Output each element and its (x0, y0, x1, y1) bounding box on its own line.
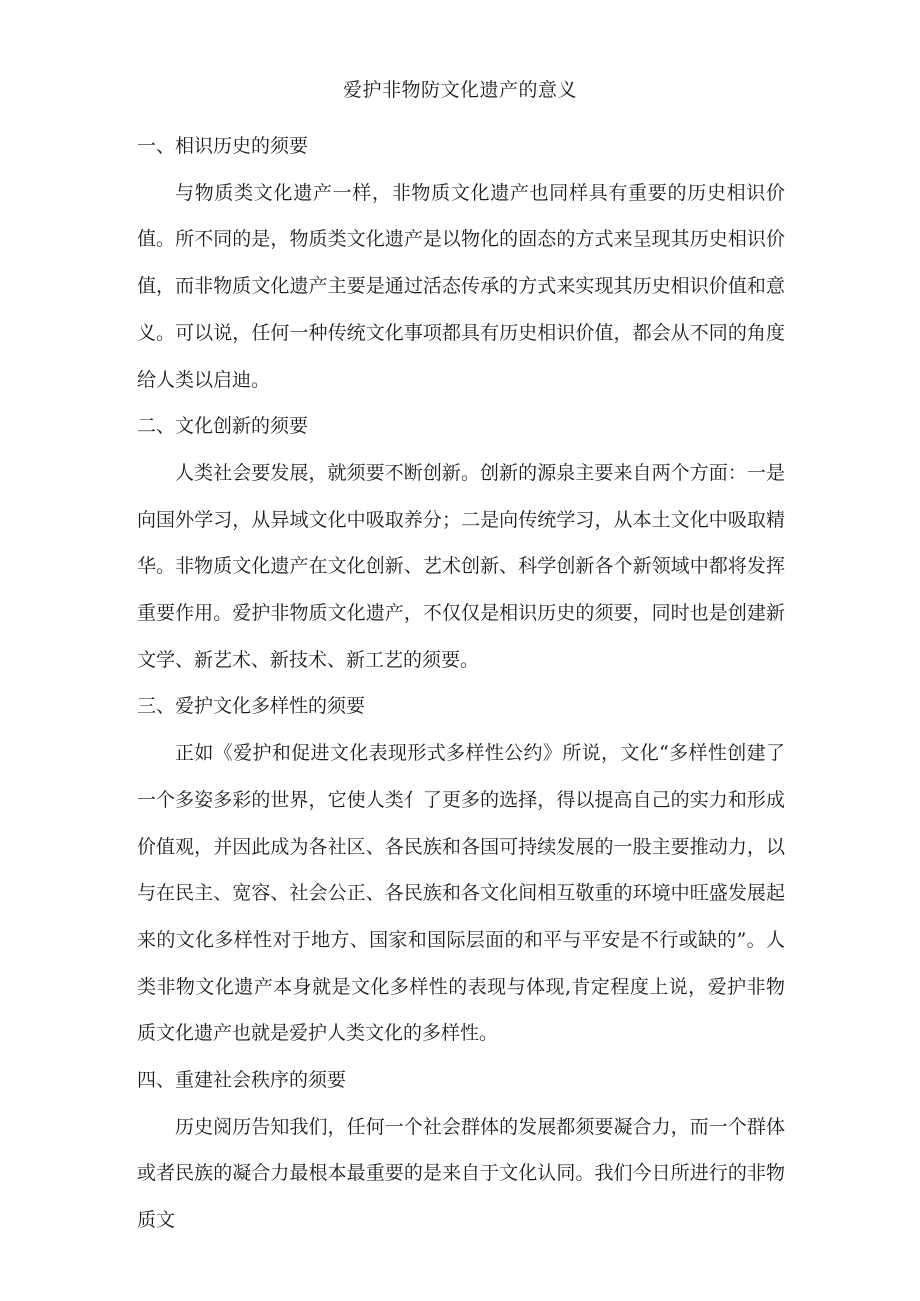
section-paragraph-3: 正如《爱护和促进文化表现形式多样性公约》所说，文化“多样性创建了一个多姿多彩的世界，它使人类亻了更多的选择，得以提高自己的实力和形成价值观，并因此成为各社区、各民族和各国可持续发展的一股主要推动力，以与在民主、宽容、社会公正、各民族和各文化间相互敬重的环境中旺盛发展起来的文化多样性对于地方、国家和国际层面的和平与平安是不行或缺的”。人类非物文化遗产本身就是文化多样性的表现与体现,肯定程度上说，爱护非物质文化遗产也就是爱护人类文化的多样性。 (137, 742, 785, 1045)
section-heading-3: 三、爱护文化多样性的须要 (137, 695, 366, 718)
section-heading-2: 二、文化创新的须要 (137, 415, 309, 438)
section-heading-1: 一、相识历史的须要 (137, 135, 309, 157)
section-paragraph-1: 与物质类文化遗产一样，非物质文化遗产也同样具有重要的历史相识价值。所不同的是，物质类文化遗产是以物化的固态的方式来呈现其历史相识价值，而非物质文化遗产主要是通过活态传承的方式来实现其历史相识价值和意义。可以说，任何一种传统文化事项都具有历史相识价值，都会从不同的角度给人类以启迪。 (137, 181, 785, 391)
section-paragraph-2: 人类社会要发展，就须要不断创新。创新的源泉主要来自两个方面：一是向国外学习，从异域文化中吸取养分；二是向传统学习，从本土文化中吸取精华。非物质文化遗产在文化创新、艺术创新、科学创新各个新领域中都将发挥重要作用。爱护非物质文化遗产，不仅仅是相识历史的须要，同时也是创建新文学、新艺术、新技术、新工艺的须要。 (137, 461, 785, 671)
document-body (137, 123, 785, 1244)
section-paragraph-4: 历史阅历告知我们，任何一个社会群体的发展都须要凝合力，而一个群体或者民族的凝合力最根本最重要的是来自于文化认同。我们今日所进行的非物质文 (137, 1115, 785, 1232)
section-heading-4: 四、重建社会秩序的须要 (137, 1069, 347, 1092)
document-title: 爱护非物防文化遗产的意义 (342, 79, 577, 101)
